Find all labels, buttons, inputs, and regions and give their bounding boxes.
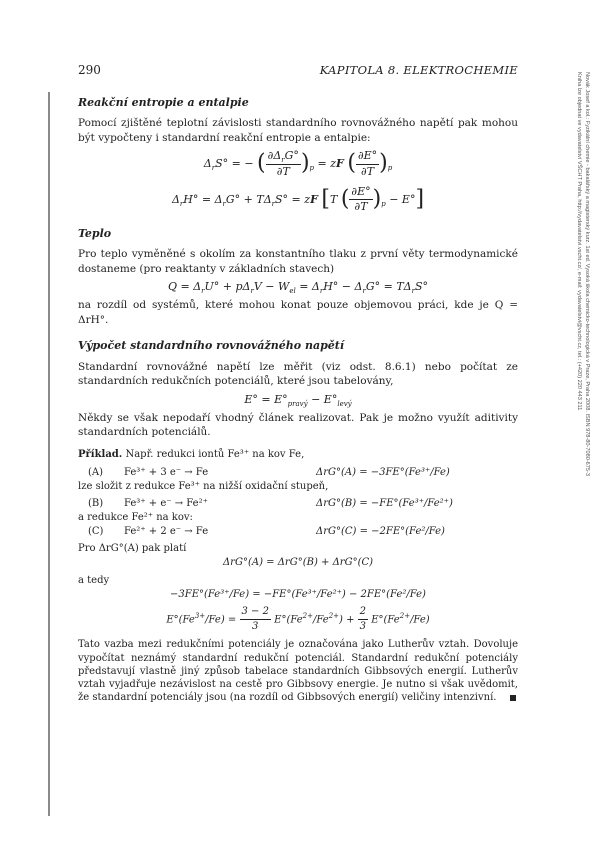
reaction-energy: ΔrG°(B) = −FE°(Fe³⁺/Fe²⁺) <box>316 497 453 509</box>
equation-potential: $E^\circ = E^\circ_{pravý} - E^\circ_{levý}$ <box>244 392 352 408</box>
equation-luther-1: −3FE°(Fe³⁺/Fe) = −FE°(Fe³⁺/Fe²⁺) − 2FE°(Fe²/Fe) <box>170 589 426 601</box>
reaction-energy: ΔrG°(A) = −3FE°(Fe³⁺/Fe) <box>316 467 450 479</box>
reaction-tag: (C) <box>88 525 104 537</box>
conclusion-paragraph <box>78 638 518 704</box>
reaction-equation: Fe³⁺ + 3 e⁻ → Fe <box>124 467 209 479</box>
example-pro-text: Pro ΔrG°(A) pak platí <box>78 542 187 554</box>
section-title-entropy: Reakční entropie a entalpie <box>78 96 249 109</box>
side-note-line2: Kniha lze objednat ve vydavatelství VŠCHT Praha, http://vydavatelstvi.vscht.cz/, e-mail: vydavatelstvi@vscht.cz, tel.: (+420) 220 443 211 <box>576 72 582 411</box>
page-number: 290 <box>78 63 101 77</box>
equation-heat: $Q = \Delta_rU^\circ + p\Delta_rV - W_{el} = \Delta_rH^\circ - \Delta_rG^\circ = T\Delta_rS^\circ$ <box>167 280 429 296</box>
equation-enthalpy: $\Delta_rH^\circ = \Delta_rG^\circ + T\Delta_rS^\circ$ = zF [T ( $\frac{\partial E^\circ}{\partial T}$ )$_p - E^\circ$] <box>171 185 425 214</box>
equation-luther-2: $E^\circ(Fe^{3+}/Fe)$ = $\frac{3 - 2}{3}$ $E^\circ(Fe^{2+}/Fe^{2+})$ + $\frac{2}{3}$ $E^\circ(Fe^{2+}/Fe)$ <box>166 605 430 632</box>
equation-entropy: $\Delta_rS^\circ$ = − ( $\frac{\partial\Delta_rG^\circ}{\partial T}$ )$_p$ = zF ( $\frac{\partial E^\circ}{\partial T}$ )$_p$ <box>203 149 393 178</box>
running-title: KAPITOLA 8. ELEKTROCHEMIE <box>319 63 518 77</box>
page-content <box>78 96 518 704</box>
side-note <box>575 72 593 772</box>
section-title-heat: Teplo <box>78 226 112 240</box>
example-a-tedy: a tedy <box>78 574 110 586</box>
side-note-line1: Novák Josef a kol.: Fyzikální chemie - bakalářský a magisterský kurz. 1st ed. Vysoká škola chemicko-technologická v Praze, Praha 2008. ISBN 978-80-7080-675-3 <box>584 72 590 476</box>
reaction-energy: ΔrG°(C) = −2FE°(Fe²/Fe) <box>316 525 445 537</box>
paragraph-potential-after: Někdy se však nepodaří vhodný článek realizovat. Pak je možno využít aditivity standardních potenciálů. <box>78 411 518 439</box>
reaction-row <box>78 466 518 480</box>
equation-sum: ΔrG°(A) = ΔrG°(B) + ΔrG°(C) <box>222 557 374 569</box>
reaction-tag: (B) <box>88 497 104 509</box>
paragraph-potential: Standardní rovnovážné napětí lze měřit (viz odst. 8.6.1) nebo počítat ze standardních redukčních potenciálů, které jsou tabelovány, <box>78 360 518 388</box>
paragraph-heat: Pro teplo vyměněné s okolím za konstantního tlaku z první věty termodynamické dostaneme (pro reaktanty v základních stavech) <box>78 248 518 275</box>
end-of-example-marker <box>510 695 516 701</box>
reaction-equation: Fe³⁺ + e⁻ → Fe²⁺ <box>124 497 208 509</box>
example-text-b: a redukce Fe²⁺ na kov: <box>78 511 193 523</box>
example-intro <box>78 448 518 462</box>
example-intro-text: Např. redukci iontů Fe³⁺ na kov Fe, <box>125 448 305 460</box>
paragraph-entropy: Pomocí zjištěné teplotní závislosti standardního rovnovážného napětí pak mohou být vypočteny i standardní reakční entropie a entalpie: <box>78 117 518 144</box>
reaction-row <box>78 525 518 539</box>
example-text-a: lze složit z redukce Fe³⁺ na nižší oxidační stupeň, <box>78 481 329 493</box>
reaction-row <box>78 497 518 511</box>
paragraph-heat-after: na rozdíl od systémů, které mohou konat pouze objemovou práci, kde je Q = ΔrH°. <box>78 299 518 326</box>
reaction-equation: Fe²⁺ + 2 e⁻ → Fe <box>124 525 209 537</box>
section-title-potential: Výpočet standardního rovnovážného napětí <box>78 339 345 353</box>
conclusion-text: Tato vazba mezi redukčními potenciály je označována jako Lutherův vztah. Dovoluje vypočítat neznámý standardní redukční potenciál. Standardní redukční potenciály představují vlastně jiný způsob tabelace standardních Gibbsových energií. Lutherův vztah vyjadřuje nezávislost na cestě pro Gibbsovy energie. Je nutno si však uvědomit, že standardní potenciály jsou (na rozdíl od Gibbsových energií) veličiny intenzivní. <box>78 639 518 704</box>
margin-rule <box>48 92 50 816</box>
reaction-tag: (A) <box>88 467 104 479</box>
example-label: Příklad. <box>78 448 123 460</box>
